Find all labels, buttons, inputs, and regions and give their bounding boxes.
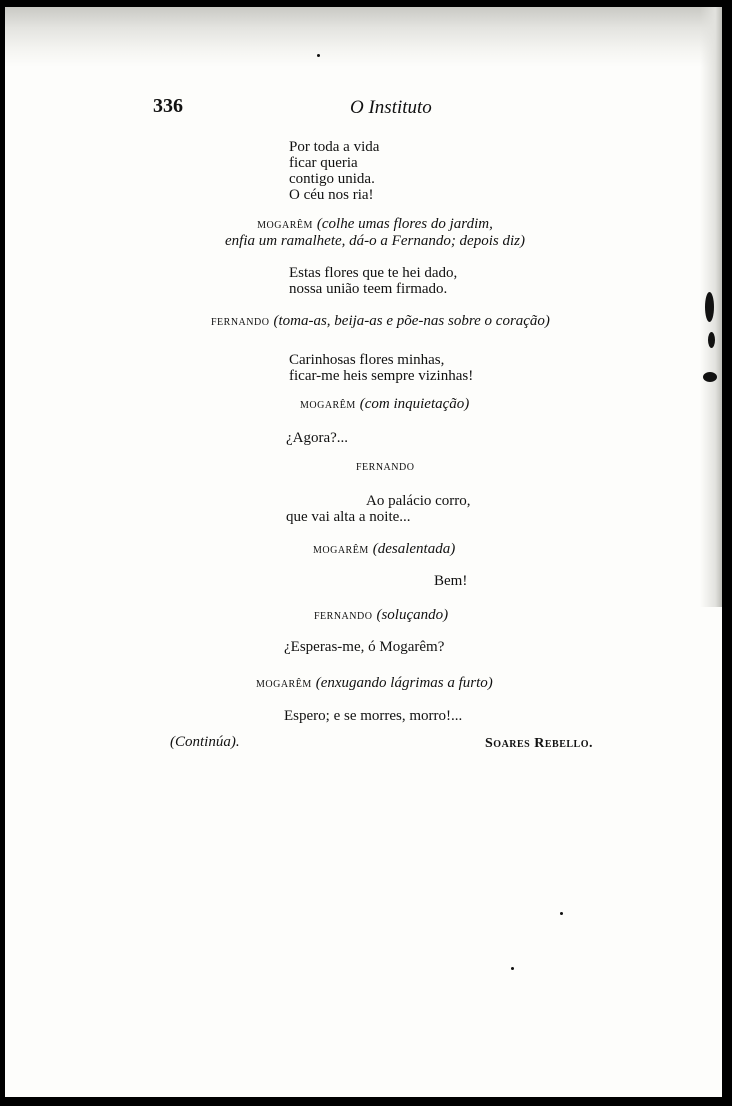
direction-text: (toma-as, beija-as e põe-nas sobre o coração) [273,313,550,329]
speaker-name: FERNANDO [314,611,373,622]
verse-line: Carinhosas flores minhas, [289,352,445,368]
verse-line: ¿Agora?... [286,430,349,446]
direction-text: (colhe umas flores do jardim, [316,216,493,232]
stage-direction [211,312,550,330]
stage-direction [256,674,493,692]
stage-direction [314,606,448,624]
direction-text: (desalentada) [372,541,456,557]
scan-speck [511,967,514,970]
verse-line: nossa união teem firmado. [289,281,448,297]
stanza [289,352,473,384]
speaker-name: MOGARÊM [256,679,312,690]
verse-line: Ao palácio corro, [366,493,471,509]
verse-line: Estas flores que te hei dado, [289,265,458,281]
scan-blot [703,372,717,382]
stage-direction [313,540,455,558]
direction-text: (com inquietação) [359,396,470,412]
direction-text: (soluçando) [376,607,449,623]
speaker-name: MOGARÊM [313,545,369,556]
running-head: O Instituto [350,97,432,118]
stage-direction [300,395,469,413]
speaker-name: MOGARÊM [300,400,356,411]
direction-text: (enxugando lágrimas a furto) [315,675,493,691]
speaker-name: FERNANDO [356,462,415,473]
verse-line: ficar queria [289,155,358,171]
author-signature: Soares Rebello. [485,736,593,751]
scan-speck [560,912,563,915]
stanza [289,139,379,203]
scan-blot [708,332,715,348]
scan-shadow-top [5,7,722,67]
speaker-name: FERNANDO [211,317,270,328]
verse-line: Bem! [434,573,468,589]
scan-blot [705,292,714,322]
scan-speck [317,54,320,57]
stanza [289,265,457,297]
stanza [286,493,471,525]
verse-line: Por toda a vida [289,139,380,155]
scanned-page [5,7,722,1097]
page-number: 336 [153,95,183,117]
direction-text: enfia um ramalhete, dá-o a Fernando; depois diz) [225,233,525,249]
verse-line: Espero; e se morres, morro!... [284,708,463,724]
continua-note: (Continúa). [170,734,240,750]
verse-line: que vai alta a noite... [286,509,411,525]
stage-direction [205,215,545,250]
speaker-name: MOGARÊM [257,220,313,231]
verse-line: O céu nos ria! [289,187,374,203]
verse-line: ¿Esperas-me, ó Mogarêm? [284,639,445,655]
verse-line: ficar-me heis sempre vizinhas! [289,368,474,384]
verse-line: contigo unida. [289,171,375,187]
